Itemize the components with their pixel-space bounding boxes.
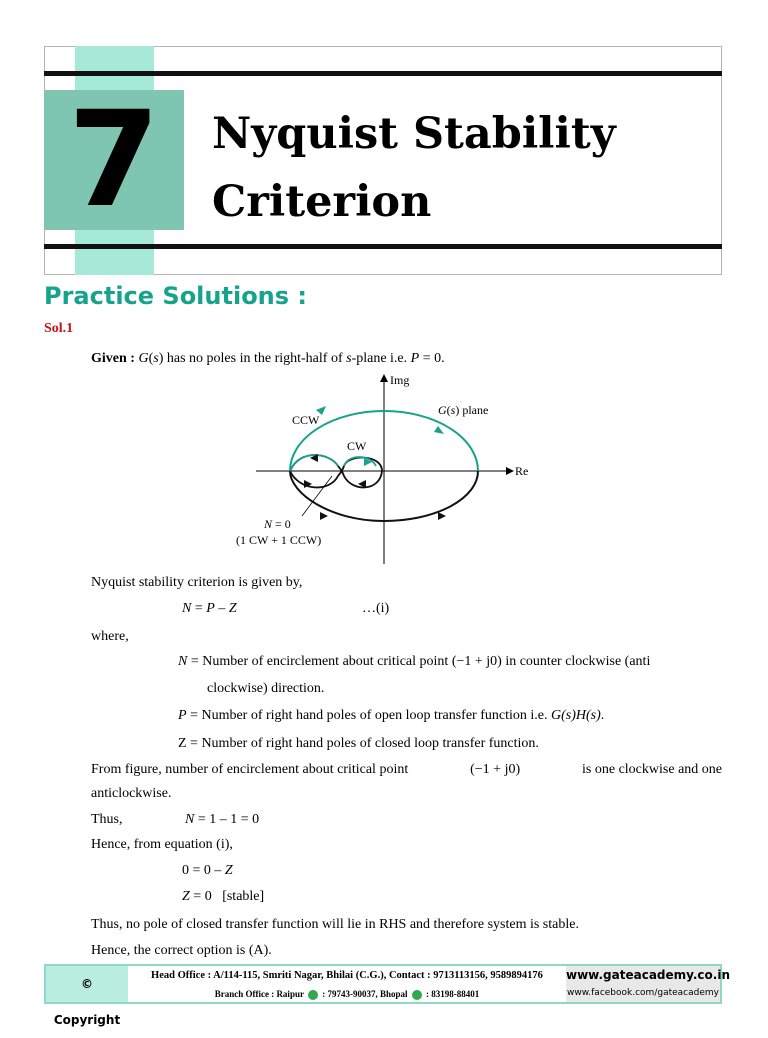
solution-label: Sol.1 — [44, 321, 74, 336]
section-heading: Practice Solutions : — [44, 282, 308, 310]
contour-arrow-left — [320, 512, 328, 520]
thus-equation: N = 1 – 1 = 0 — [185, 812, 260, 827]
branch-office: Branch Office : Raipur : 79743-90037, Bhopal : 83198-88401 — [214, 989, 480, 999]
banner-bottom-rule — [44, 244, 722, 249]
contour-arrow-right — [438, 512, 446, 520]
thus-label: Thus, — [91, 812, 123, 827]
answer-text: Hence, the correct option is (A). — [91, 943, 272, 958]
whatsapp-icon — [412, 990, 422, 1000]
n-note: (1 CW + 1 CCW) — [236, 533, 322, 547]
ccw-label: CCW — [292, 413, 320, 427]
facebook-link[interactable]: www.facebook.com/gateacademy — [567, 988, 719, 998]
plane-label: G(s) plane — [438, 403, 489, 417]
definition-z: Z = Number of right hand poles of closed loop transfer function. — [178, 736, 539, 751]
definition-p: P = Number of right hand poles of open loop transfer function i.e. G(s)H(s). — [178, 708, 605, 723]
cw-label: CW — [347, 439, 367, 453]
equation-1: N = P – Z — [182, 601, 237, 616]
plane-arrow — [434, 426, 444, 434]
equation-1-ref: …(i) — [362, 601, 390, 616]
definition-n: N = Number of encirclement about critical point (−1 + j0) in counter clockwise (anti — [178, 654, 651, 669]
chapter-title-line1: Nyquist Stability — [212, 109, 616, 159]
imag-axis-label: Img — [390, 373, 410, 387]
from-figure-cont: anticlockwise. — [91, 786, 172, 801]
chapter-number: 7 — [68, 83, 160, 237]
given-line: Given : G(s) has no poles in the right-half of s-plane i.e. P = 0. — [91, 351, 445, 366]
banner-top-rule — [44, 71, 722, 76]
chapter-title — [212, 100, 712, 236]
head-office: Head Office : A/114-115, Smriti Nagar, Bhilai (C.G.), Contact : 9713113156, 9589894176 — [151, 970, 543, 981]
real-axis-label: Re — [515, 464, 529, 478]
conclusion-text: Thus, no pole of closed transfer function will lie in RHS and therefore system is stable. — [91, 917, 579, 932]
nyquist-plot — [220, 368, 550, 568]
where-text: where, — [91, 629, 129, 644]
website-link[interactable]: www.gateacademy.co.in — [566, 968, 731, 982]
n-label: N = 0 — [264, 517, 291, 531]
chapter-title-line2: Criterion — [212, 177, 432, 227]
from-figure-line: From figure, number of encirclement about critical point (−1 + j0) is one clockwise and one — [91, 762, 722, 777]
given-label: Given : — [91, 351, 135, 366]
intro-text: Nyquist stability criterion is given by, — [91, 575, 303, 590]
whatsapp-icon — [308, 990, 318, 1000]
definition-n-cont: clockwise) direction. — [207, 681, 325, 696]
step-2: Z = 0 [stable] — [182, 889, 265, 904]
step-1: 0 = 0 – Z — [182, 863, 233, 878]
copyright-text: © Copyright — [53, 977, 121, 1027]
hence-equation-text: Hence, from equation (i), — [91, 837, 233, 852]
